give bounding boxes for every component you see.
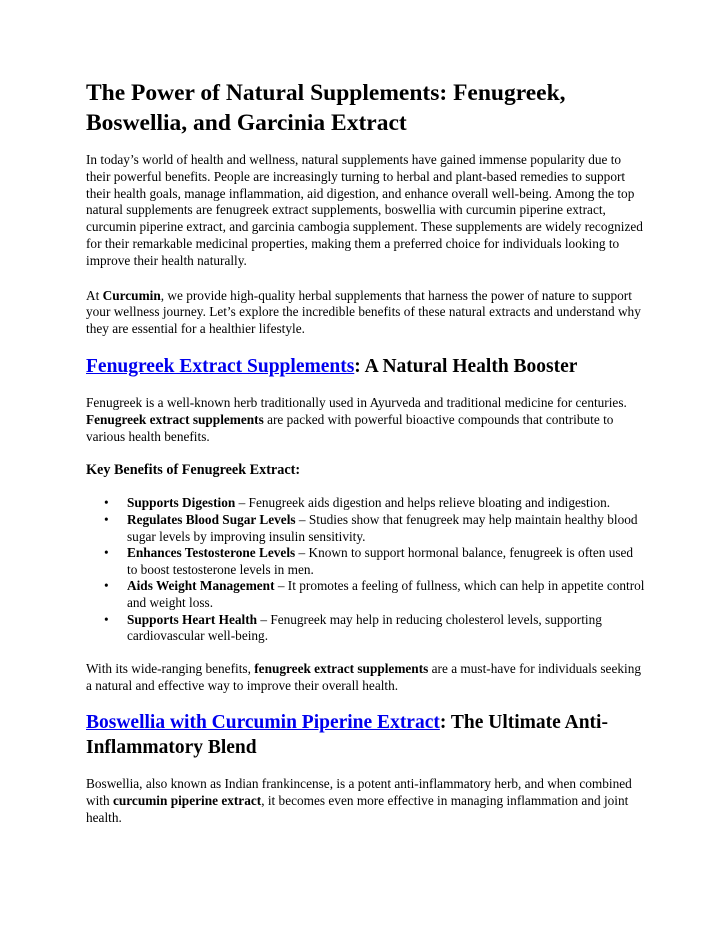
benefits-heading: Key Benefits of Fenugreek Extract: (86, 462, 301, 479)
closing-bold: fenugreek extract supplements (254, 660, 429, 676)
benefit-title: Regulates Blood Sugar Levels (127, 511, 296, 527)
closing-pre: With its wide-ranging benefits, (86, 660, 255, 676)
benefit-text: – It promotes a feeling of fullness, which can help in appetite control and weight loss. (127, 578, 645, 610)
fenugreek-closing (86, 661, 646, 695)
benefit-title: Supports Heart Health (127, 611, 258, 627)
boswellia-para-pre: Boswellia, also known as Indian frankincense, is a potent anti-inflammatory herb, and when combined with (86, 776, 632, 809)
fenugreek-paragraph (86, 395, 646, 445)
fenugreek-para-bold: Fenugreek extract supplements (86, 411, 264, 427)
fenugreek-heading (86, 354, 646, 379)
list-item (86, 495, 646, 512)
benefit-title: Aids Weight Management (127, 578, 275, 594)
boswellia-heading (86, 710, 646, 760)
benefit-text: – Studies show that fenugreek may help maintain healthy blood sugar levels by improving insulin sensitivity. (127, 511, 638, 544)
benefit-text: – Fenugreek aids digestion and helps relieve bloating and indigestion. (235, 495, 611, 511)
benefit-title: Enhances Testosterone Levels (127, 545, 296, 561)
boswellia-para-bold: curcumin piperine extract (112, 793, 262, 809)
benefit-text: – Known to support hormonal balance, fenugreek is often used to boost testosterone levels in men. (127, 545, 634, 577)
benefit-text: – Fenugreek may help in reducing cholesterol levels, supporting cardiovascular well-being. (127, 611, 602, 644)
fenugreek-link[interactable]: Fenugreek Extract Supplements (86, 355, 355, 377)
brand-name: Curcumin (102, 287, 161, 303)
benefits-list (86, 495, 646, 644)
fenugreek-para-post: are packed with powerful bioactive compounds that contribute to various health benefits. (86, 411, 614, 444)
intro-paragraph: In today’s world of health and wellness, natural supplements have gained immense popularity due to their powerful benefits. People are increasingly turning to herbal and plant-based remedies to support their health goals, manage inflammation, aid digestion, and enhance overall well-being. Among the top natural supplements are fenugreek extract supplements, boswellia with curcumin piperine extract, curcumin piperine extract, and garcinia cambogia supplement. These supplements are widely recognized for their remarkable medicinal properties, making them a preferred choice for individuals looking to improve their health naturally. (86, 152, 643, 268)
list-item (86, 512, 646, 545)
list-item (86, 578, 646, 611)
fenugreek-heading-rest: : A Natural Health Booster (354, 355, 578, 377)
list-item (86, 612, 646, 645)
about-paragraph (86, 288, 646, 338)
about-suffix: , we provide high-quality herbal supplements that harness the power of nature to support your wellness journey. Let’s explore the incredible benefits of these natural extracts and understand why they are essential for a healthier lifestyle. (86, 287, 641, 337)
boswellia-paragraph (86, 776, 646, 826)
boswellia-para-post: , it becomes even more effective in managing inflammation and joint health. (86, 793, 629, 825)
closing-post: are a must-have for individuals seeking a natural and effective way to improve their overall health. (86, 660, 641, 693)
page-title: The Power of Natural Supplements: Fenugreek, Boswellia, and Garcinia Extract (86, 80, 566, 136)
benefit-title: Supports Digestion (127, 495, 236, 511)
document-page (86, 78, 646, 843)
boswellia-heading-rest: : The Ultimate Anti-Inflammatory Blend (86, 712, 608, 759)
list-item (86, 545, 646, 578)
fenugreek-para-pre: Fenugreek is a well-known herb traditionally used in Ayurveda and traditional medicine for centuries. (86, 394, 627, 410)
about-prefix: At (86, 287, 103, 303)
boswellia-link[interactable]: Boswellia with Curcumin Piperine Extract (86, 712, 440, 734)
